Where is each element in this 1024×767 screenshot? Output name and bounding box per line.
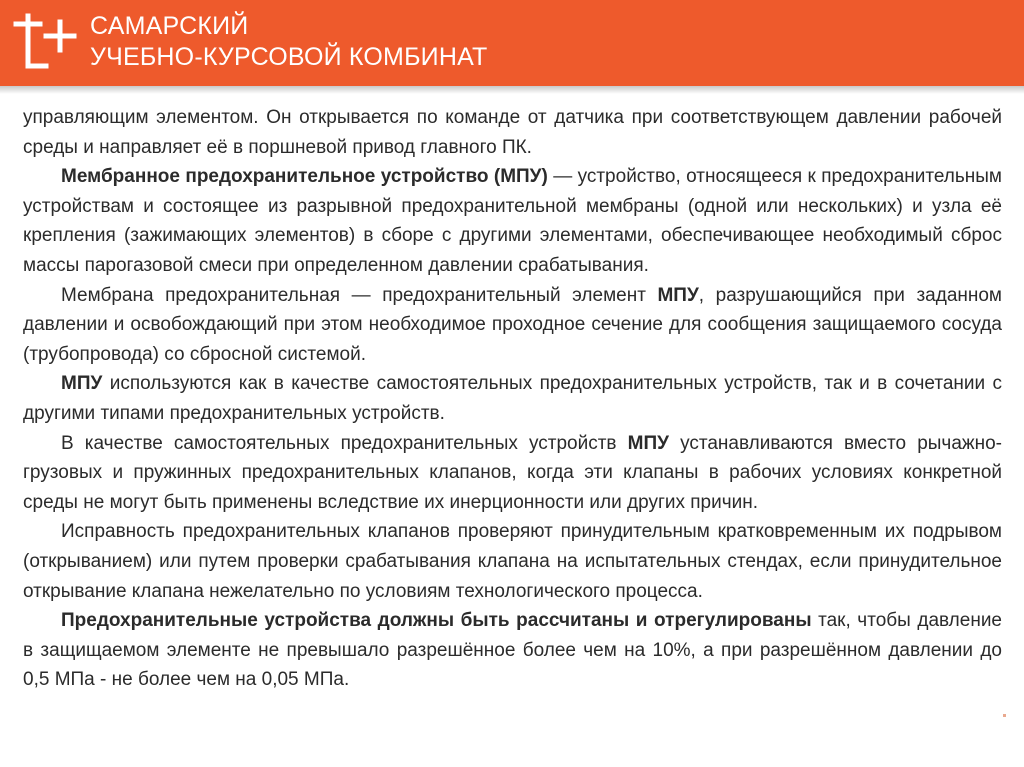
header-bar <box>0 0 1024 86</box>
paragraph-7: Предохранительные устройства должны быть рассчитаны и отрегулированы так, чтобы давление в защищаемом элементе не превышало разрешённое более чем на 10%, а при разрешённом давлении до 0,5 МПа - не более чем на 0,05 МПа. <box>23 610 1002 691</box>
company-name-line2: УЧЕБНО-КУРСОВОЙ КОМБИНАТ <box>90 43 488 71</box>
cross-t-logo-icon <box>12 10 78 70</box>
decorative-dot <box>1003 714 1006 717</box>
term-mpu: Мембранное предохранительное устройство (МПУ) <box>61 166 548 188</box>
paragraph-4: МПУ используются как в качестве самостоятельных предохранительных устройств, так и в сочетании с другими типами предохранительных устройств. <box>23 373 1002 424</box>
paragraph-5: В качестве самостоятельных предохранительных устройств МПУ устанавливаются вместо рычажно-грузовых и пружинных предохранительных клапанов, когда эти клапаны в рабочих условиях конкретной среды не могут быть применены вследствие их инерционности или других причин. <box>23 432 1002 513</box>
paragraph-2: Мембранное предохранительное устройство (МПУ) — устройство, относящееся к предохранительным устройствам и состоящее из разрывной предохранительной мембраны (одной или нескольких) и узла её крепления (зажимающих элементов) в сборе с другими элементами, обеспечивающее необходимый сброс массы парогазовой смеси при определенном давлении срабатывания. <box>23 166 1002 276</box>
company-name <box>90 11 488 73</box>
company-name-line1: САМАРСКИЙ <box>90 12 249 40</box>
document-body <box>23 103 1002 695</box>
paragraph-3: Мембрана предохранительная — предохранительный элемент МПУ, разрушающийся при заданном давлении и освобождающий при этом необходимое проходное сечение для сообщения защищаемого сосуда (трубопровода) со сбросной системой. <box>23 284 1002 365</box>
paragraph-1: управляющим элементом. Он открывается по команде от датчика при соответствующем давлении рабочей среды и направляет её в поршневой привод главного ПК. <box>23 107 1002 158</box>
paragraph-6: Исправность предохранительных клапанов проверяют принудительным кратковременным их подрывом (открыванием) или путем проверки срабатывания клапана на испытательных стендах, если принудительное открывание клапана нежелательно по условиям технологического процесса. <box>23 521 1002 602</box>
header-shadow <box>0 86 1024 94</box>
